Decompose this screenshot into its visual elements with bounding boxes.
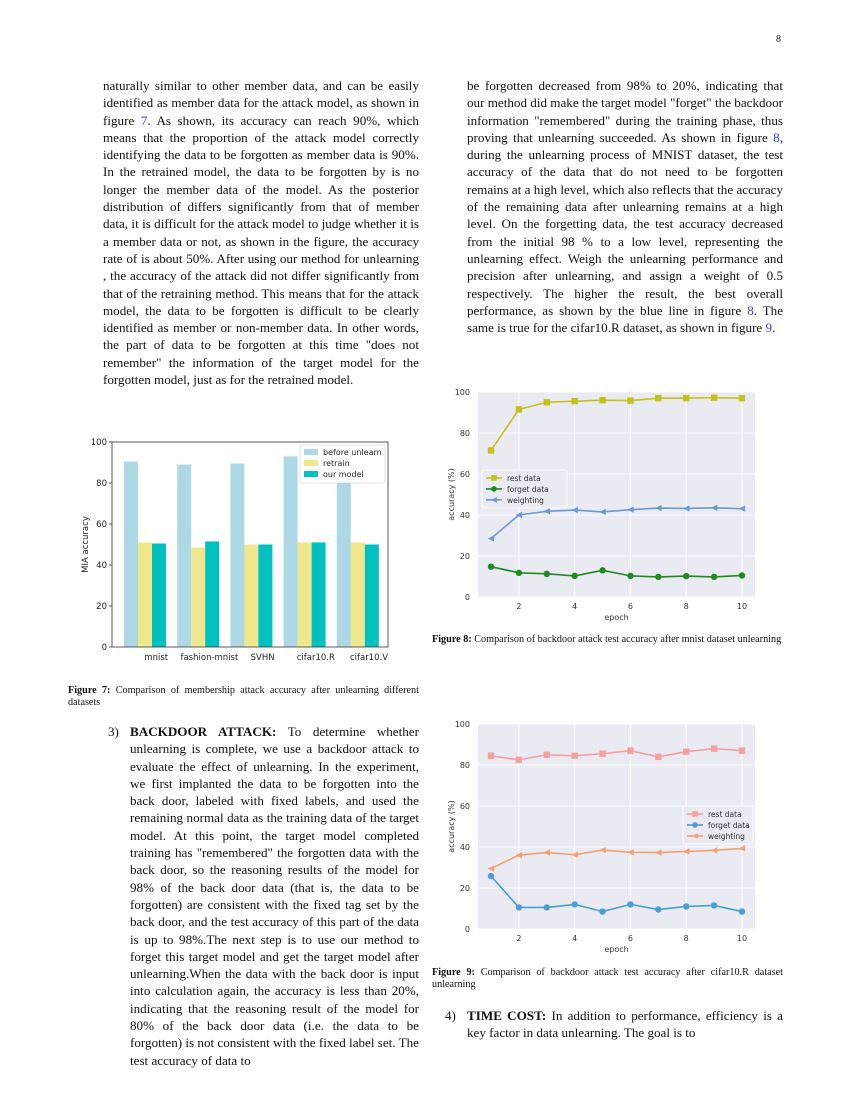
text-run: , during the unlearning process of MNIST dataset, the test accuracy of the data that do not need to be forgotten remains at a high level, which also reflects that the accuracy of the remaining data after unlearning remains at a high level. On the forgetting data, the test accuracy decreased from the initial 98 % to a low level, representing the unlearning effect. Weigh the unlearning performance and precision after unlearning, and assign a weight of 0.5 respectively. The higher the result, the best overall performance, as shown by the blue line in figure: [467, 129, 783, 318]
square-marker: [692, 811, 698, 817]
text-run: be forgotten decreased from 98% to 20%, indicating that our method did make the target model "forget" the backdoor information "remembered" during the training phase, thus proving that unlearning succeeded. As shown in figure: [467, 78, 784, 145]
circle-marker: [711, 902, 717, 908]
bar-retrain: [191, 548, 205, 647]
square-marker: [571, 753, 577, 759]
square-marker: [683, 748, 689, 754]
legend-label: forget data: [708, 821, 750, 830]
legend-swatch: [304, 449, 318, 455]
x-tick-label: 2: [516, 934, 522, 943]
circle-marker: [739, 572, 745, 578]
y-tick-label: 60: [459, 470, 470, 479]
x-tick-label: 6: [627, 602, 633, 611]
y-axis-label: accuracy (%): [447, 468, 456, 521]
bar-our-model: [312, 542, 326, 647]
x-tick-label: 10: [736, 602, 748, 611]
x-axis-label: epoch: [604, 613, 629, 622]
square-marker: [571, 398, 577, 404]
square-marker: [655, 754, 661, 760]
bar-before-unlearn: [337, 481, 351, 647]
x-tick-label: mnist: [144, 653, 169, 663]
y-tick-label: 80: [96, 479, 107, 489]
text-run: . The same is true for the cifar10.R dataset, as shown in figure: [467, 302, 784, 336]
legend-label: rest data: [507, 473, 541, 483]
bar-our-model: [152, 543, 166, 647]
square-marker: [599, 397, 605, 403]
y-tick-label: 40: [96, 561, 107, 571]
circle-marker: [544, 904, 550, 910]
legend-label: forget data: [507, 484, 549, 494]
bar-retrain: [298, 542, 312, 647]
square-marker: [599, 751, 605, 757]
circle-marker: [655, 906, 661, 912]
square-marker: [516, 757, 522, 763]
y-tick-label: 20: [459, 552, 470, 561]
y-axis-label: accuracy (%): [447, 800, 456, 853]
legend-label: weighting: [708, 832, 745, 841]
x-tick-label: 10: [736, 934, 748, 943]
circle-marker: [739, 908, 745, 914]
x-tick-label: cifar10.V: [349, 653, 389, 663]
caption-text: Comparison of membership attack accuracy after unlearning different datasets: [68, 685, 419, 708]
circle-marker: [683, 573, 689, 579]
y-tick-label: 20: [459, 884, 470, 893]
x-tick-label: cifar10.R: [296, 653, 335, 663]
square-marker: [544, 399, 550, 405]
square-marker: [544, 752, 550, 758]
circle-marker: [571, 901, 577, 907]
y-tick-label: 80: [459, 429, 470, 438]
x-tick-label: fashion-mnist: [180, 653, 239, 663]
legend-label: retrain: [323, 459, 350, 468]
bar-retrain: [351, 542, 365, 647]
item-text: In addition to performance, efficiency is a key factor in data unlearning. The goal is to: [467, 1008, 783, 1041]
y-tick-label: 0: [464, 925, 470, 934]
x-tick-label: SVHN: [250, 653, 275, 663]
legend-label: before unlearn: [323, 448, 382, 457]
backdoor-attack-item: [108, 723, 419, 1069]
legend-label: weighting: [507, 495, 544, 505]
circle-marker: [655, 574, 661, 580]
bar-retrain: [244, 545, 258, 648]
figure-ref-link[interactable]: 8: [773, 129, 780, 145]
y-tick-label: 100: [454, 388, 470, 397]
x-tick-label: 6: [627, 934, 633, 943]
square-marker: [711, 395, 717, 401]
y-tick-label: 0: [464, 593, 470, 602]
circle-marker: [544, 571, 550, 577]
y-tick-label: 60: [459, 802, 470, 811]
circle-marker: [571, 573, 577, 579]
square-marker: [627, 397, 633, 403]
bar-before-unlearn: [124, 461, 138, 647]
figure-ref-link[interactable]: 9: [765, 320, 773, 336]
circle-marker: [599, 567, 605, 573]
figure-ref-link[interactable]: 7: [140, 112, 148, 128]
y-axis-label: MIA accuracy: [81, 516, 91, 573]
caption-label: Figure 7:: [68, 685, 111, 696]
bar-our-model: [365, 545, 379, 648]
left-paragraph: [103, 77, 419, 388]
figure-9-line-chart: [440, 714, 770, 959]
circle-marker: [516, 570, 522, 576]
y-tick-label: 40: [459, 511, 470, 520]
y-tick-label: 80: [459, 761, 470, 770]
page-number: 8: [776, 34, 781, 45]
text-run: naturally similar to other member data, and can be easily identified as member data for the attack model, as shown in figure: [103, 78, 419, 128]
circle-marker: [627, 901, 633, 907]
item-number: 4): [445, 1008, 456, 1023]
square-marker: [739, 395, 745, 401]
text-run: . As shown, its accuracy can reach 90%, which means that the proportion of the attack model correctly identifying the data to be forgotten as member data is 90%. In the retrained model, the data to be forgotten by is no longer the member data of the model. As the posterior distribution of differs significantly from that of member data, it is difficult for the attack model to judge whether it is a member data or not, as shown in the figure, the accuracy rate of is about 50%. After using our method for unlearning , the accuracy of the attack did not differ significantly from that of the retraining method. This means that for the attack model, the data to be forgotten is difficult to be clearly identified as member or non-member data. In other words, the part of data to be forgotten at this time "does not remember" the information of the target model for the forgotten model, just as for the retrained model.: [103, 112, 419, 388]
square-marker: [711, 745, 717, 751]
caption-label: Figure 9:: [432, 967, 475, 978]
circle-marker: [692, 822, 698, 828]
figure-ref-link[interactable]: 8: [747, 302, 754, 318]
caption-label: Figure 8:: [432, 634, 472, 645]
figure-8-line-chart: [440, 382, 770, 627]
item-number: 3): [108, 724, 119, 739]
square-marker: [488, 447, 494, 453]
square-marker: [516, 406, 522, 412]
bar-before-unlearn: [177, 465, 191, 647]
legend-label: our model: [323, 470, 364, 479]
item-text: To determine whether unlearning is complete, we use a backdoor attack to evaluate the effect of unlearning. In the experiment, we first implanted the data to be forgotten into the back door, labeled with fixed labels, and used the remaining normal data as the training data of the target model. At this point, the target model completed training has "remembered" the forgotten data with the back door, so the reasoning results of the model for 98% of the back door data (that is, the data to be forgotten) are consistent with the fixed tag set by the back door, and the test accuracy of this part of the data is up to 98%.The next step is to use our method to forget this target model and get the target model after unlearning.When the data with the back door is input into calculation again, the accuracy is less than 20%, indicating that the reasoning result of the model for 80% of the back door data (i.e. the data to be forgotten) is not consistent with the fixed label set. The test accuracy of data to: [130, 724, 419, 1068]
square-marker: [491, 475, 497, 481]
bar-our-model: [205, 541, 219, 647]
y-tick-label: 40: [459, 843, 470, 852]
circle-marker: [488, 873, 494, 879]
figure-7-bar-chart: [78, 430, 408, 675]
square-marker: [655, 395, 661, 401]
bar-before-unlearn: [230, 464, 244, 647]
x-tick-label: 8: [683, 934, 689, 943]
y-tick-label: 100: [90, 438, 107, 448]
circle-marker: [516, 904, 522, 910]
circle-marker: [683, 903, 689, 909]
circle-marker: [627, 573, 633, 579]
caption-text: Comparison of backdoor attack test accuracy after mnist dataset unlearning: [471, 634, 782, 645]
square-marker: [683, 395, 689, 401]
x-tick-label: 4: [572, 934, 578, 943]
x-axis-label: epoch: [604, 945, 629, 954]
figure-8-caption: [432, 634, 783, 646]
bar-before-unlearn: [284, 456, 298, 647]
legend-label: rest data: [708, 810, 742, 819]
x-tick-label: 4: [572, 602, 578, 611]
square-marker: [627, 747, 633, 753]
item-heading: TIME COST:: [467, 1008, 547, 1023]
circle-marker: [491, 486, 497, 492]
square-marker: [739, 747, 745, 753]
bar-our-model: [258, 545, 272, 648]
y-tick-label: 20: [96, 602, 107, 612]
y-tick-label: 60: [96, 520, 107, 530]
circle-marker: [599, 908, 605, 914]
y-tick-label: 0: [101, 643, 107, 653]
square-marker: [488, 753, 494, 759]
figure-7-caption: [68, 685, 419, 709]
right-paragraph: [467, 77, 783, 336]
legend-swatch: [304, 471, 318, 477]
y-tick-label: 100: [454, 720, 470, 729]
text-run: .: [772, 320, 776, 336]
x-tick-label: 2: [516, 602, 522, 611]
circle-marker: [488, 563, 494, 569]
legend-swatch: [304, 460, 318, 466]
time-cost-item: [445, 1007, 783, 1042]
figure-9-caption: [432, 967, 783, 991]
caption-text: Comparison of backdoor attack test accuracy after cifar10.R dataset unlearning: [432, 967, 783, 990]
bar-retrain: [138, 542, 152, 647]
x-tick-label: 8: [683, 602, 689, 611]
circle-marker: [711, 574, 717, 580]
item-heading: BACKDOOR ATTACK:: [130, 724, 277, 739]
